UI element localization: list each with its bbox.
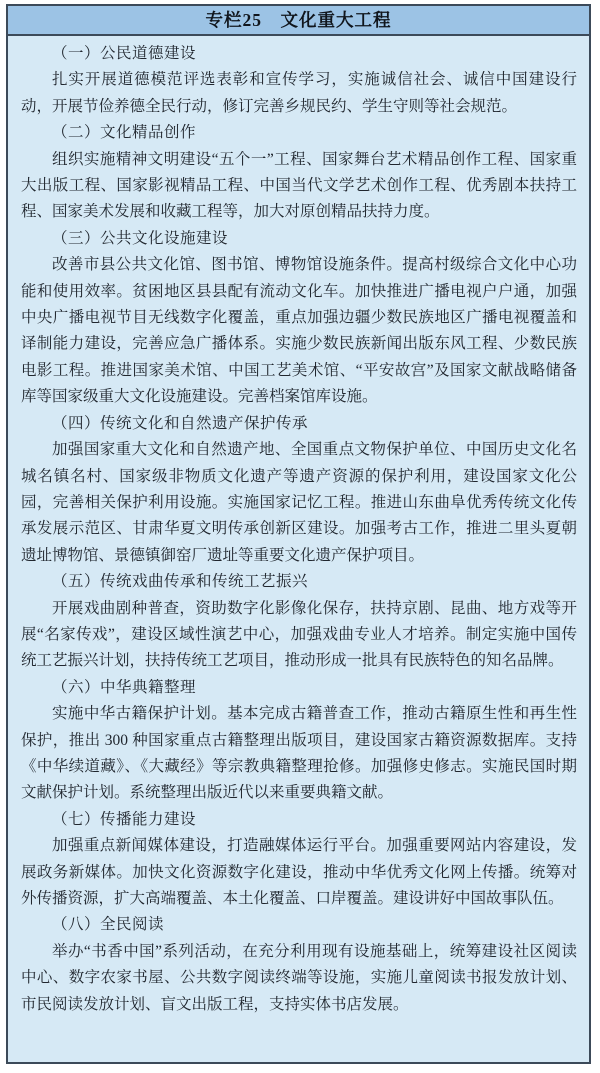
section-6 bbox=[21, 675, 577, 807]
section-8 bbox=[21, 912, 577, 1018]
section-paragraph: 开展戏曲剧种普查，资助数字化影像化保存，扶持京剧、昆曲、地方戏等开展“名家传戏”，建设区域性演艺中心，加强戏曲专业人才培养。制定实施中国传统工艺振兴计划，扶持传统工艺项目，推动形成一批具有民族特色的知名品牌。 bbox=[21, 599, 577, 670]
panel-title: 专栏25 文化重大工程 bbox=[8, 6, 589, 36]
section-heading: （五）传统戏曲传承和传统工艺振兴 bbox=[52, 573, 309, 591]
section-paragraph: 组织实施精神文明建设“五个一”工程、国家舞台艺术精品创作工程、国家重大出版工程、国家影视精品工程、中国当代文学艺术创作工程、优秀剧本扶持工程、国家美术发展和收藏工程等，加大对原创精品扶持力度。 bbox=[21, 150, 577, 221]
section-paragraph: 举办“书香中国”系列活动，在充分利用现有设施基础上，统筹建设社区阅读中心、数字农家书屋、公共数字阅读终端等设施，实施儿童阅读书报发放计划、市民阅读发放计划、盲文出版工程，支持实体书店发展。 bbox=[21, 942, 577, 1013]
panel-body bbox=[8, 36, 589, 1018]
section-heading: （二）文化精品创作 bbox=[52, 124, 197, 142]
section-heading: （八）全民阅读 bbox=[52, 916, 165, 934]
section-paragraph: 扎实开展道德模范评选表彰和宣传学习，实施诚信社会、诚信中国建设行动，开展节俭养德全民行动，修订完善乡规民约、学生守则等社会规范。 bbox=[21, 71, 577, 115]
section-1 bbox=[21, 41, 577, 120]
section-heading: （七）传播能力建设 bbox=[52, 810, 197, 828]
section-heading: （四）传统文化和自然遗产保护传承 bbox=[52, 414, 309, 432]
section-4 bbox=[21, 411, 577, 569]
section-paragraph: 改善市县公共文化馆、图书馆、博物馆设施条件。提高村级综合文化中心功能和使用效率。贫困地区县县配有流动文化车。加快推进广播电视户户通，加强中央广播电视节目无线数字化覆盖，重点加强边疆少数民族地区广播电视覆盖和译制能力建设，完善应急广播体系。实施少数民族新闻出版东风工程、少数民族电影工程。推进国家美术馆、中国工艺美术馆、“平安故宫”及国家文献战略储备库等国家级重大文化设施建设。完善档案馆库设施。 bbox=[21, 256, 577, 406]
section-paragraph: 加强重点新闻媒体建设，打造融媒体运行平台。加强重要网站内容建设，发展政务新媒体。加快文化资源数字化建设，推动中华优秀文化网上传播。统筹对外传播资源，扩大高端覆盖、本土化覆盖、口岸覆盖。建设讲好中国故事队伍。 bbox=[21, 837, 577, 907]
section-2 bbox=[21, 120, 577, 226]
section-7 bbox=[21, 807, 577, 913]
section-heading: （三）公共文化设施建设 bbox=[52, 229, 229, 247]
section-3 bbox=[21, 226, 577, 411]
section-paragraph: 加强国家重大文化和自然遗产地、全国重点文物保护单位、中国历史文化名城名镇名村、国家级非物质文化遗产等遗产资源的保护利用，建设国家文化公园，完善相关保护利用设施。实施国家记忆工程。推进山东曲阜优秀传统文化传承发展示范区、甘肃华夏文明传承创新区建设。加强考古工作，推进二里头夏朝遗址博物馆、景德镇御窑厂遗址等重要文化遗产保护项目。 bbox=[21, 441, 577, 564]
section-paragraph: 实施中华古籍保护计划。基本完成古籍普查工作，推动古籍原生性和再生性保护，推出 300 种国家重点古籍整理出版项目，建设国家古籍资源数据库。支持《中华续道藏》、《大藏经》等宗教典籍整理抢修。加强修史修志。实施民国时期文献保护计划。系统整理出版近代以来重要典籍文献。 bbox=[21, 705, 577, 802]
section-heading: （六）中华典籍整理 bbox=[52, 678, 197, 696]
document-panel bbox=[6, 4, 591, 1064]
section-5 bbox=[21, 569, 577, 675]
section-heading: （一）公民道德建设 bbox=[52, 45, 197, 62]
